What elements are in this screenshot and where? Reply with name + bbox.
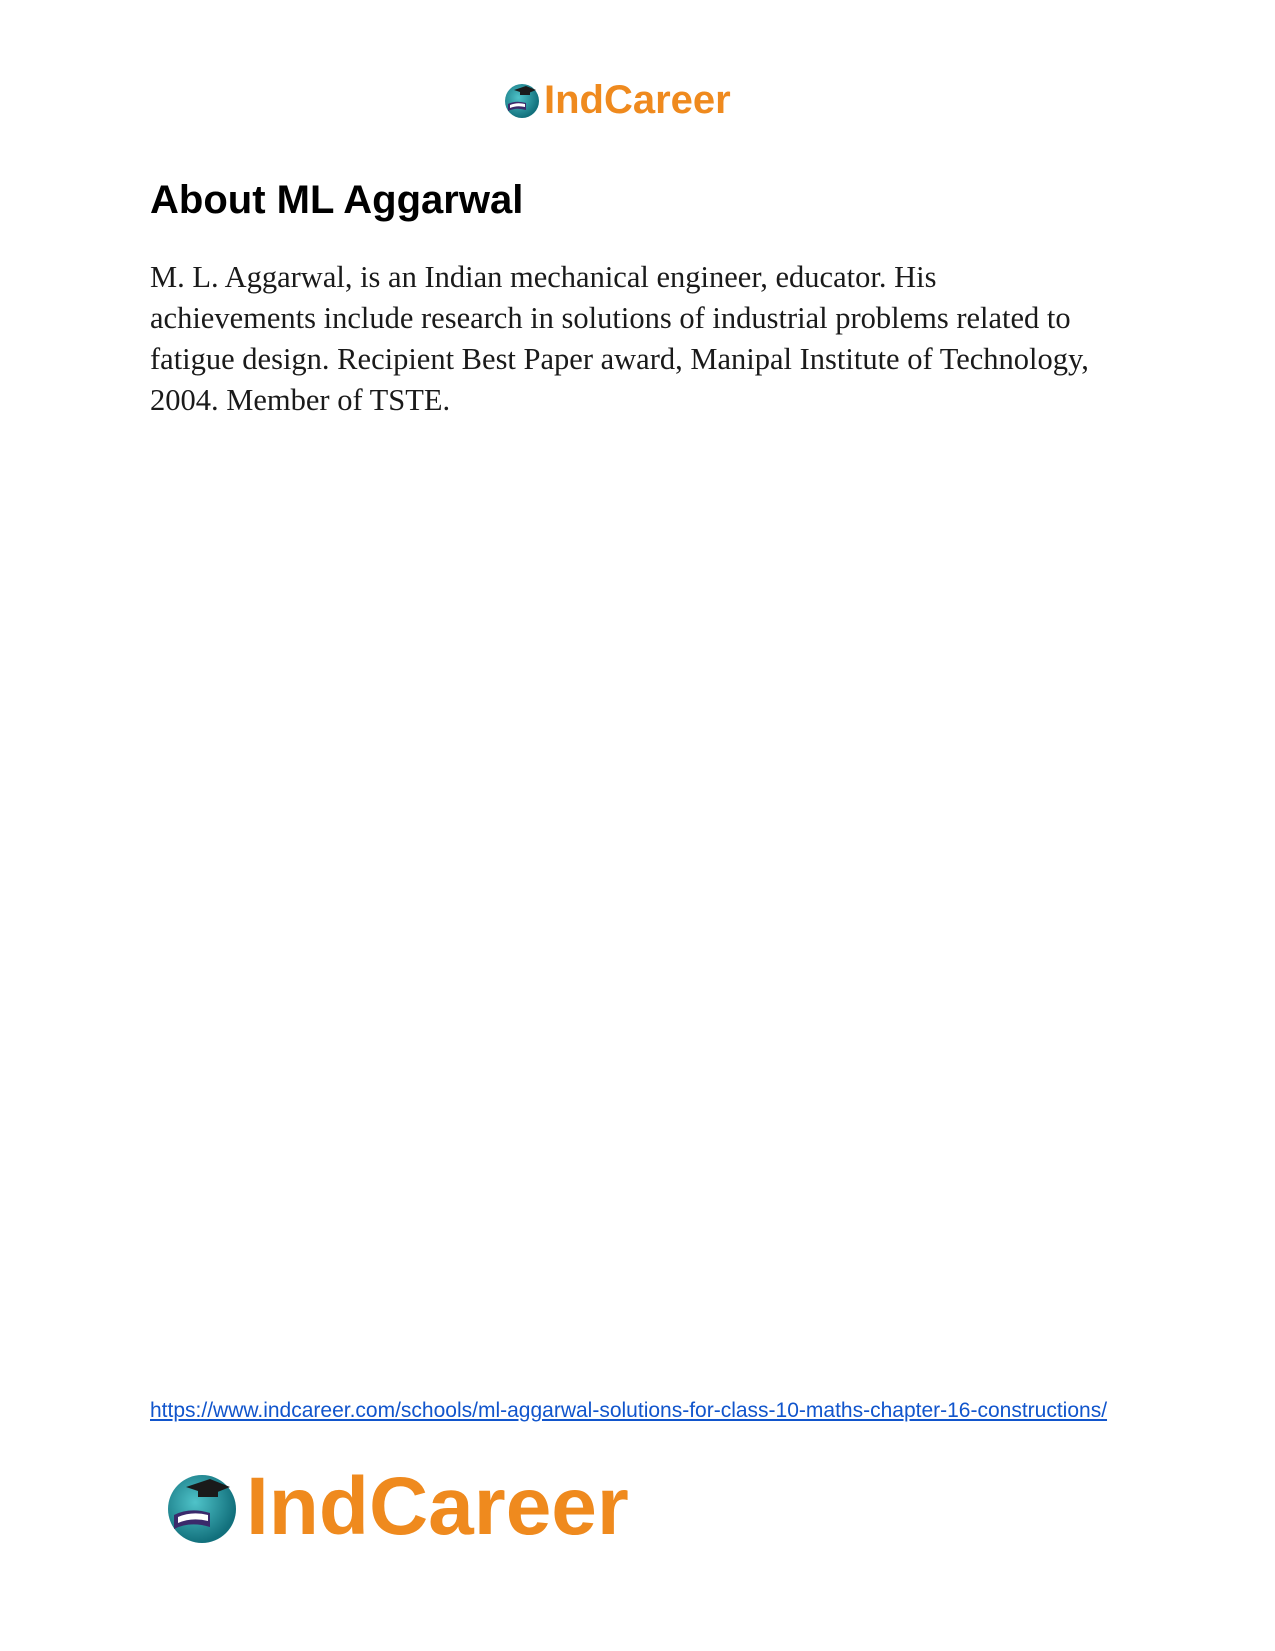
globe-book-icon (502, 80, 542, 120)
page-title: About ML Aggarwal (150, 178, 524, 222)
logo-wordmark: IndCareer (246, 1461, 629, 1552)
source-url-link[interactable]: https://www.indcareer.com/schools/ml-aggarwal-solutions-for-class-10-maths-chapter-16-constructions/ (150, 1399, 1108, 1422)
header-logo (502, 78, 731, 122)
logo-wordmark: IndCareer (544, 78, 731, 122)
footer-logo (162, 1462, 629, 1552)
body-paragraph: M. L. Aggarwal, is an Indian mechanical engineer, educator. His achievements include research in solutions of industrial problems related to fatigue design. Recipient Best Paper award, Manipal Institute of Technology, 2004. Member of TSTE. (150, 260, 1089, 417)
globe-book-icon (162, 1467, 242, 1547)
